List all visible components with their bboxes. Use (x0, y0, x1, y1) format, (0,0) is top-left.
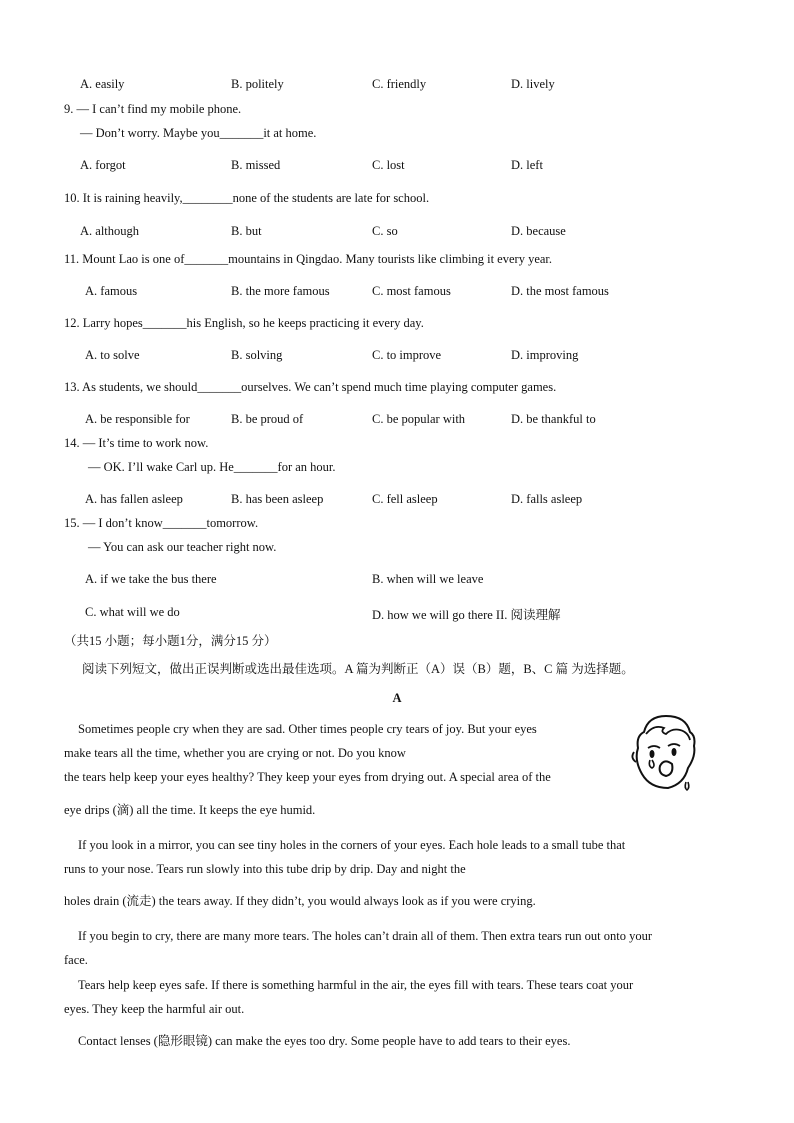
q8-option-a: A. easily (80, 77, 125, 91)
passage-p4-line1: Tears help keep eyes safe. If there is something harmful in the air, the eyes fill with tears. These tears coat your (78, 978, 634, 992)
q10-line1: 10. It is raining heavily,________none of the students are late for school. (64, 191, 430, 205)
q10-option-a: A. although (80, 224, 140, 238)
q14-option-a: A. has fallen asleep (85, 492, 183, 506)
q10-option-c: C. so (372, 224, 398, 238)
passage-p1-line4: eye drips (滴) all the time. It keeps the eye humid. (64, 803, 316, 817)
q15-line2: — You can ask our teacher right now. (88, 540, 277, 554)
q15-option-a: A. if we take the bus there (85, 572, 217, 586)
q9-line1: 9. — I can’t find my mobile phone. (64, 102, 242, 116)
q15-option-d: D. how we will go there II. 阅读理解 (372, 608, 561, 622)
q9-line2: — Don’t worry. Maybe you_______it at home. (80, 126, 317, 140)
q13-option-c: C. be popular with (372, 412, 466, 426)
q14-line1: 14. — It’s time to work now. (64, 436, 209, 450)
passage-p1-line2: make tears all the time, whether you are crying or not. Do you know (64, 746, 406, 760)
q10-option-b: B. but (231, 224, 262, 238)
passage-label: A (392, 691, 402, 705)
q13-option-a: A. be responsible for (85, 412, 190, 426)
q13-line1: 13. As students, we should_______ourselves. We can’t spend much time playing computer games. (64, 380, 557, 394)
q14-option-c: C. fell asleep (372, 492, 438, 506)
passage-p5-line1: Contact lenses (隐形眼镜) can make the eyes too dry. Some people have to add tears to their eyes. (78, 1034, 571, 1048)
q14-line2: — OK. I’ll wake Carl up. He_______for an hour. (88, 460, 336, 474)
q9-option-b: B. missed (231, 158, 281, 172)
passage-p2-line1: If you look in a mirror, you can see tiny holes in the corners of your eyes. Each hole leads to a small tube that (78, 838, 626, 852)
q11-option-d: D. the most famous (511, 284, 609, 298)
q14-option-b: B. has been asleep (231, 492, 324, 506)
q11-option-c: C. most famous (372, 284, 451, 298)
q8-option-d: D. lively (511, 77, 555, 91)
q8-option-b: B. politely (231, 77, 284, 91)
q9-option-c: C. lost (372, 158, 405, 172)
passage-p4-line2: eyes. They keep the harmful air out. (64, 1002, 245, 1016)
q13-option-b: B. be proud of (231, 412, 304, 426)
section-instructions: 阅读下列短文，做出正误判断或选出最佳选项。A 篇为判断正（A）误（B）题，B、C 篇 为选择题。 (82, 662, 634, 676)
passage-p1-line1: Sometimes people cry when they are sad. Other times people cry tears of joy. But your eyes (78, 722, 537, 736)
passage-p2-line3: holes drain (流走) the tears away. If they didn’t, you would always look as if you were crying. (64, 894, 536, 908)
q15-line1: 15. — I don’t know_______tomorrow. (64, 516, 259, 530)
q9-option-d: D. left (511, 158, 543, 172)
passage-p2-line2: runs to your nose. Tears run slowly into this tube drip by drip. Day and night the (64, 862, 466, 876)
q15-option-b: B. when will we leave (372, 572, 484, 586)
q12-option-c: C. to improve (372, 348, 442, 362)
passage-p3-line2: face. (64, 953, 88, 967)
q14-option-d: D. falls asleep (511, 492, 583, 506)
q11-line1: 11. Mount Lao is one of_______mountains in Qingdao. Many tourists like climbing it every year. (64, 252, 553, 266)
q12-option-d: D. improving (511, 348, 579, 362)
q12-option-a: A. to solve (85, 348, 140, 362)
q13-option-d: D. be thankful to (511, 412, 596, 426)
q11-option-a: A. famous (85, 284, 138, 298)
q10-option-d: D. because (511, 224, 566, 238)
crying-face-illustration (630, 712, 702, 798)
q8-option-c: C. friendly (372, 77, 427, 91)
q12-line1: 12. Larry hopes_______his English, so he keeps practicing it every day. (64, 316, 424, 330)
q15-option-c: C. what will we do (85, 605, 180, 619)
q9-option-a: A. forgot (80, 158, 126, 172)
passage-p3-line1: If you begin to cry, there are many more tears. The holes can’t drain all of them. Then extra tears run out onto your (78, 929, 652, 943)
q12-option-b: B. solving (231, 348, 283, 362)
q11-option-b: B. the more famous (231, 284, 330, 298)
section-score-line: （共15 小题；每小题1分，满分15 分） (64, 634, 277, 648)
passage-p1-line3: the tears help keep your eyes healthy? They keep your eyes from drying out. A special area of the (64, 770, 551, 784)
